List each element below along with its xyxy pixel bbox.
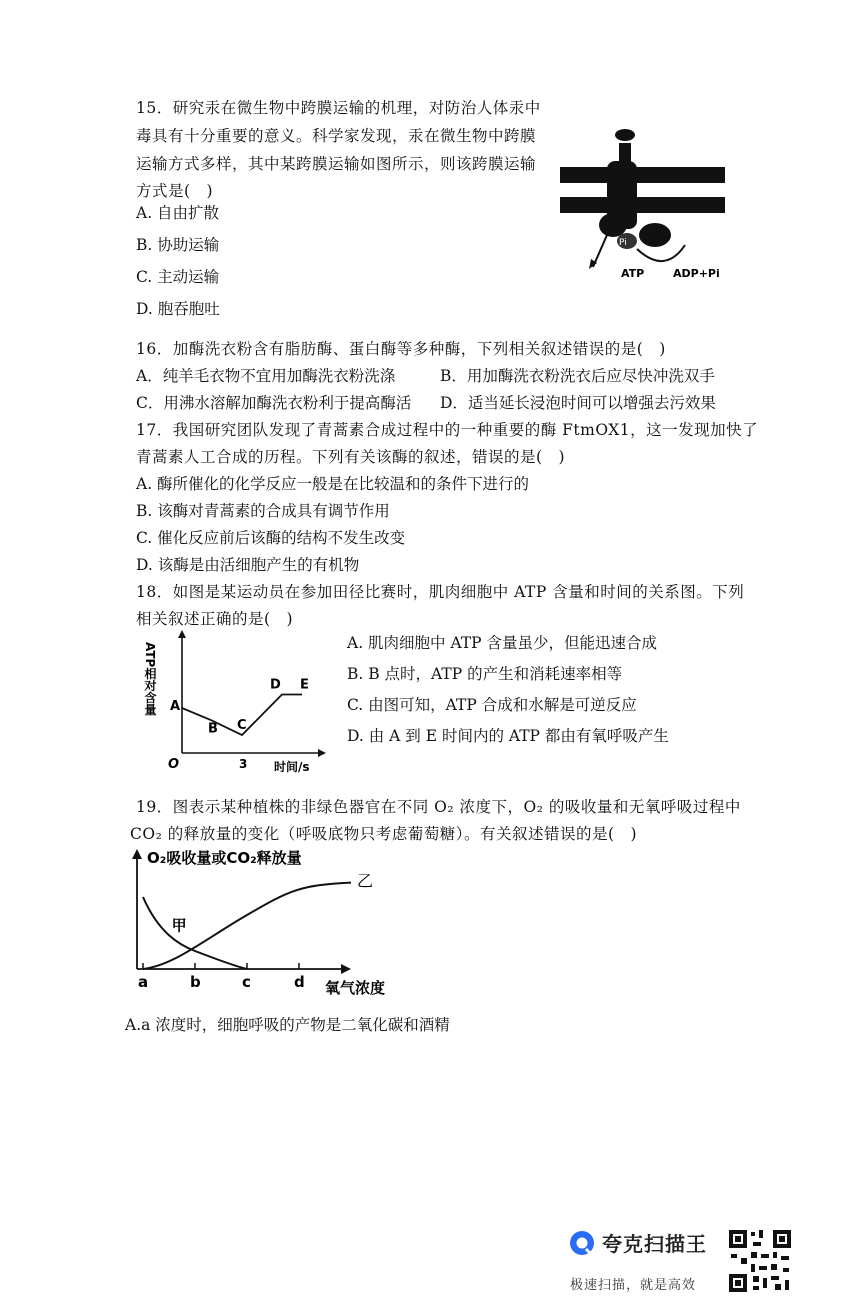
atp-label: ATP xyxy=(621,267,645,280)
atp-chart-xlabel: 时间/s xyxy=(274,760,310,774)
atp-point-label-b: B xyxy=(208,721,218,737)
q18-stem-line-1: 18．如图是某运动员在参加田径比赛时，肌肉细胞中 ATP 含量和时间的关系图。下列 xyxy=(136,583,745,601)
o2-x-tick-c: c xyxy=(242,973,251,991)
o2-chart-ylabel: O₂吸收量或CO₂释放量 xyxy=(147,849,302,867)
q15-stem-line-4: 方式是( ) xyxy=(136,182,214,200)
membrane-upper-band xyxy=(560,167,725,183)
carrier-stem xyxy=(619,143,631,163)
series-jia-line xyxy=(143,897,247,969)
qr-code xyxy=(727,1228,793,1294)
q18-option-b: B. B 点时，ATP 的产生和消耗速率相等 xyxy=(347,665,623,683)
o2-chart-xlabel: 氧气浓度 xyxy=(325,979,386,997)
series-jia-label: 甲 xyxy=(171,916,187,935)
atp-chart-y-arrowhead xyxy=(178,630,186,638)
q18-option-a: A. 肌肉细胞中 ATP 含量虽少，但能迅速合成 xyxy=(347,634,658,652)
atp-chart-x-arrowhead xyxy=(318,749,326,757)
q16-stem: 16．加酶洗衣粉含有脂肪酶、蛋白酶等多种酶，下列相关叙述错误的是( ) xyxy=(136,340,666,358)
q19-stem-line-1: 19．图表示某种植株的非绿色器官在不同 O₂ 浓度下，O₂ 的吸收量和无氧呼吸过程中 xyxy=(136,798,741,816)
o2-x-tick-d: d xyxy=(294,973,305,991)
q15-stem-line-3: 运输方式多样，其中某跨膜运输如图所示，则该跨膜运输 xyxy=(136,155,537,173)
q16-option-c: C．用沸水溶解加酶洗衣粉利于提高酶活 xyxy=(136,394,412,412)
scanner-slogan: 极速扫描，就是高效 xyxy=(570,1278,697,1293)
o2-x-tick-a: a xyxy=(138,973,149,991)
adp-label: ADP+Pi xyxy=(673,267,720,280)
atp-to-adp-arrow xyxy=(637,245,685,261)
q16-option-b: B．用加酶洗衣粉洗衣后应尽快冲洗双手 xyxy=(440,367,715,385)
scanner-brand-name: 夸克扫描王 xyxy=(602,1232,707,1256)
q17-stem-line-2: 青蒿素人工合成的历程。下列有关该酶的叙述，错误的是( ) xyxy=(136,448,566,466)
q17-option-a: A. 酶所催化的化学反应一般是在比较温和的条件下进行的 xyxy=(136,475,530,493)
atp-point-label-e: E xyxy=(300,677,309,693)
atp-content-chart xyxy=(140,628,340,778)
atp-chart-ylabel: ATP相对含量 xyxy=(143,642,157,716)
q15-stem-line-1: 15．研究汞在微生物中跨膜运输的机理，对防治人体汞中 xyxy=(136,99,541,117)
series-yi-label: 乙 xyxy=(357,871,374,891)
atp-point-label-a: A xyxy=(170,699,181,714)
o2-x-tick-b: b xyxy=(190,973,201,991)
membrane-lower-band xyxy=(560,197,725,213)
scanner-logo xyxy=(568,1228,707,1257)
oxygen-respiration-chart xyxy=(125,845,425,1000)
q15-option-a: A. 自由扩散 xyxy=(136,204,220,222)
q17-stem-line-1: 17．我国研究团队发现了青蒿素合成过程中的一种重要的酶 FtmOX1，这一发现加快了 xyxy=(136,421,759,439)
atp-x-tick-3: 3 xyxy=(239,757,248,771)
atp-chart-origin: O xyxy=(168,757,180,772)
q15-option-d: D. 胞吞胞吐 xyxy=(136,300,220,318)
q18-stem-line-2: 相关叙述正确的是( ) xyxy=(136,610,294,628)
q19-stem-line-2: CO₂ 的释放量的变化（呼吸底物只考虑葡萄糖）。有关叙述错误的是( ) xyxy=(130,825,638,843)
q15-stem-line-2: 毒具有十分重要的意义。科学家发现，汞在微生物中跨膜 xyxy=(136,127,537,145)
q15-option-c: C. 主动运输 xyxy=(136,268,220,286)
q17-option-c: C. 催化反应前后该酶的结构不发生改变 xyxy=(136,529,406,547)
scanner-logo-icon xyxy=(568,1229,596,1257)
q15-option-b: B. 协助运输 xyxy=(136,236,220,254)
pi-label: Pi xyxy=(619,238,627,248)
membrane-transport-figure xyxy=(555,125,735,285)
q18-option-d: D. 由 A 到 E 时间内的 ATP 都由有氧呼吸产生 xyxy=(347,727,669,745)
q19-option-a: A.a 浓度时，细胞呼吸的产物是二氧化碳和酒精 xyxy=(125,1016,450,1034)
carrier-lobe-left xyxy=(599,213,627,237)
atp-point-label-c: C xyxy=(237,718,247,733)
q17-option-d: D. 该酶是由活细胞产生的有机物 xyxy=(136,556,360,574)
o2-chart-y-arrowhead xyxy=(132,849,142,859)
mercury-molecule xyxy=(615,129,635,141)
q18-option-c: C. 由图可知，ATP 合成和水解是可逆反应 xyxy=(347,696,637,714)
atp-point-label-d: D xyxy=(270,677,281,693)
q16-option-a: A．纯羊毛衣物不宜用加酶洗衣粉洗涤 xyxy=(136,367,396,385)
carrier-lobe-right xyxy=(639,223,671,247)
q17-option-b: B. 该酶对青蒿素的合成具有调节作用 xyxy=(136,502,390,520)
q16-option-d: D．适当延长浸泡时间可以增强去污效果 xyxy=(440,394,716,412)
o2-chart-x-arrowhead xyxy=(341,964,351,974)
